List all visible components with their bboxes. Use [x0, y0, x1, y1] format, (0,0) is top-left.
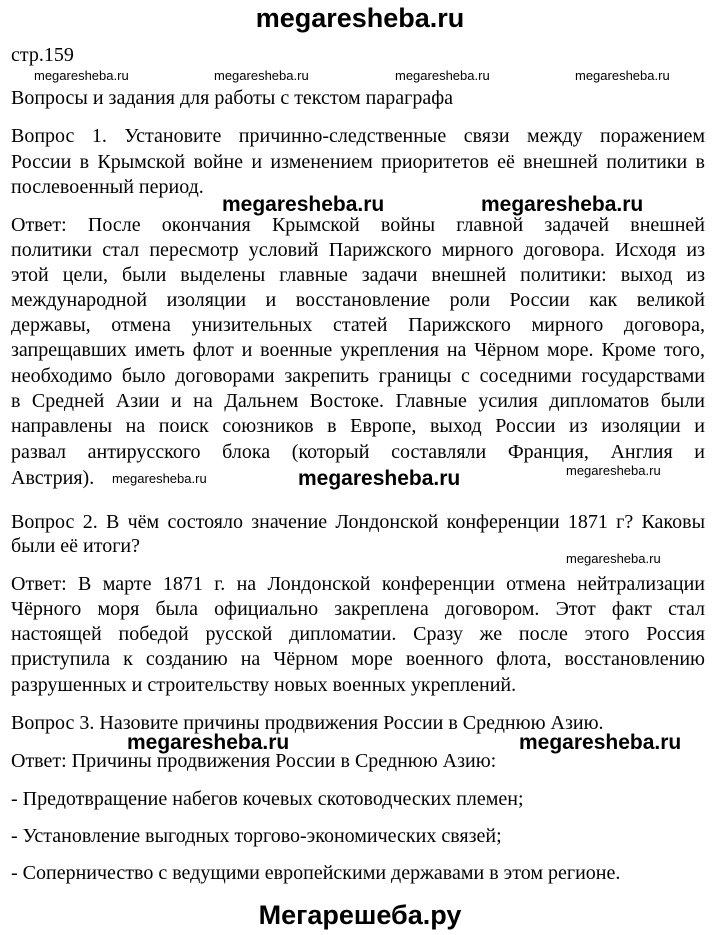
- answer-3-item: - Предотвращение набегов кочевых скотоводческих племен;: [11, 788, 524, 810]
- question-2-line: были её итоги?: [11, 535, 141, 557]
- watermark-small: megaresheba.ru: [214, 68, 309, 83]
- answer-1-line: политики стал пересмотр условий Парижского мирного договора. Исходя из: [11, 239, 705, 261]
- watermark-large: megaresheba.ru: [519, 731, 682, 754]
- watermark-small: megaresheba.ru: [34, 68, 129, 83]
- page-reference: стр.159: [11, 44, 74, 66]
- answer-1-line: Ответ: После окончания Крымской войны главной задачей внешней: [11, 214, 705, 236]
- answer-1-line: Австрия).: [11, 467, 95, 489]
- watermark-large: megaresheba.ru: [222, 193, 385, 216]
- watermark-large: megaresheba.ru: [127, 731, 290, 754]
- question-1-line: Вопрос 1. Установите причинно-следственные связи между поражением: [11, 125, 705, 147]
- answer-2-line: приступила к созданию на Чёрном море военного флота, восстановлению: [11, 648, 705, 670]
- answer-1-line: необходимо было договорами закрепить границы с соседними государствами: [11, 365, 705, 387]
- watermark-large: megaresheba.ru: [481, 193, 644, 216]
- answer-1-line: направлены на поиск союзников в Европе, выход России из изоляции и: [11, 415, 705, 437]
- answer-1-line: запрещавших иметь флот и военные укрепления на Чёрном море. Кроме того,: [11, 339, 705, 361]
- answer-2-line: настоящей победой русской дипломатии. Сразу же после этого Россия: [11, 623, 705, 645]
- watermark-small: megaresheba.ru: [566, 551, 661, 566]
- question-1-line: послевоенный период.: [11, 176, 204, 198]
- question-3: Вопрос 3. Назовите причины продвижения России в Среднюю Азию.: [11, 712, 604, 734]
- answer-3-item: - Установление выгодных торгово-экономических связей;: [11, 825, 502, 847]
- site-header-watermark: megaresheba.ru: [255, 3, 465, 33]
- watermark-small: megaresheba.ru: [575, 68, 670, 83]
- watermark-small: megaresheba.ru: [566, 463, 661, 478]
- section-title: Вопросы и задания для работы с текстом параграфа: [11, 87, 454, 109]
- question-1-line: России в Крымской войне и изменением приоритетов её внешней политики в: [11, 151, 705, 173]
- watermark-small: megaresheba.ru: [112, 471, 207, 486]
- watermark-large: megaresheba.ru: [298, 467, 461, 490]
- site-footer-watermark: Мегарешеба.ру: [258, 900, 462, 930]
- answer-2-line: разрушенных и строительству новых военных укреплений.: [11, 674, 517, 696]
- answer-2-line: Ответ: В марте 1871 г. на Лондонской конференции отмена нейтрализации: [11, 573, 705, 595]
- answer-3-item: - Соперничество с ведущими европейскими державами в этом регионе.: [11, 862, 621, 884]
- watermark-small: megaresheba.ru: [395, 68, 490, 83]
- answer-1-line: международной изоляции и восстановление роли России как великой: [11, 289, 705, 311]
- answer-1-line: этой цели, были выделены главные задачи внешней политики: выход из: [11, 264, 705, 286]
- question-2-line: Вопрос 2. В чём состояло значение Лондонской конференции 1871 г? Каковы: [11, 511, 705, 533]
- answer-1-line: в Средней Азии и на Дальнем Востоке. Главные усилия дипломатов были: [11, 390, 705, 412]
- answer-1-line: развал антирусского блока (который составляли Франция, Англия и: [11, 441, 705, 463]
- answer-1-line: державы, отмена унизительных статей Парижского мирного договора,: [11, 314, 705, 336]
- answer-3-intro: Ответ: Причины продвижения России в Среднюю Азию:: [11, 750, 497, 772]
- answer-2-line: Чёрного моря была официально закреплена договором. Этот факт стал: [11, 598, 705, 620]
